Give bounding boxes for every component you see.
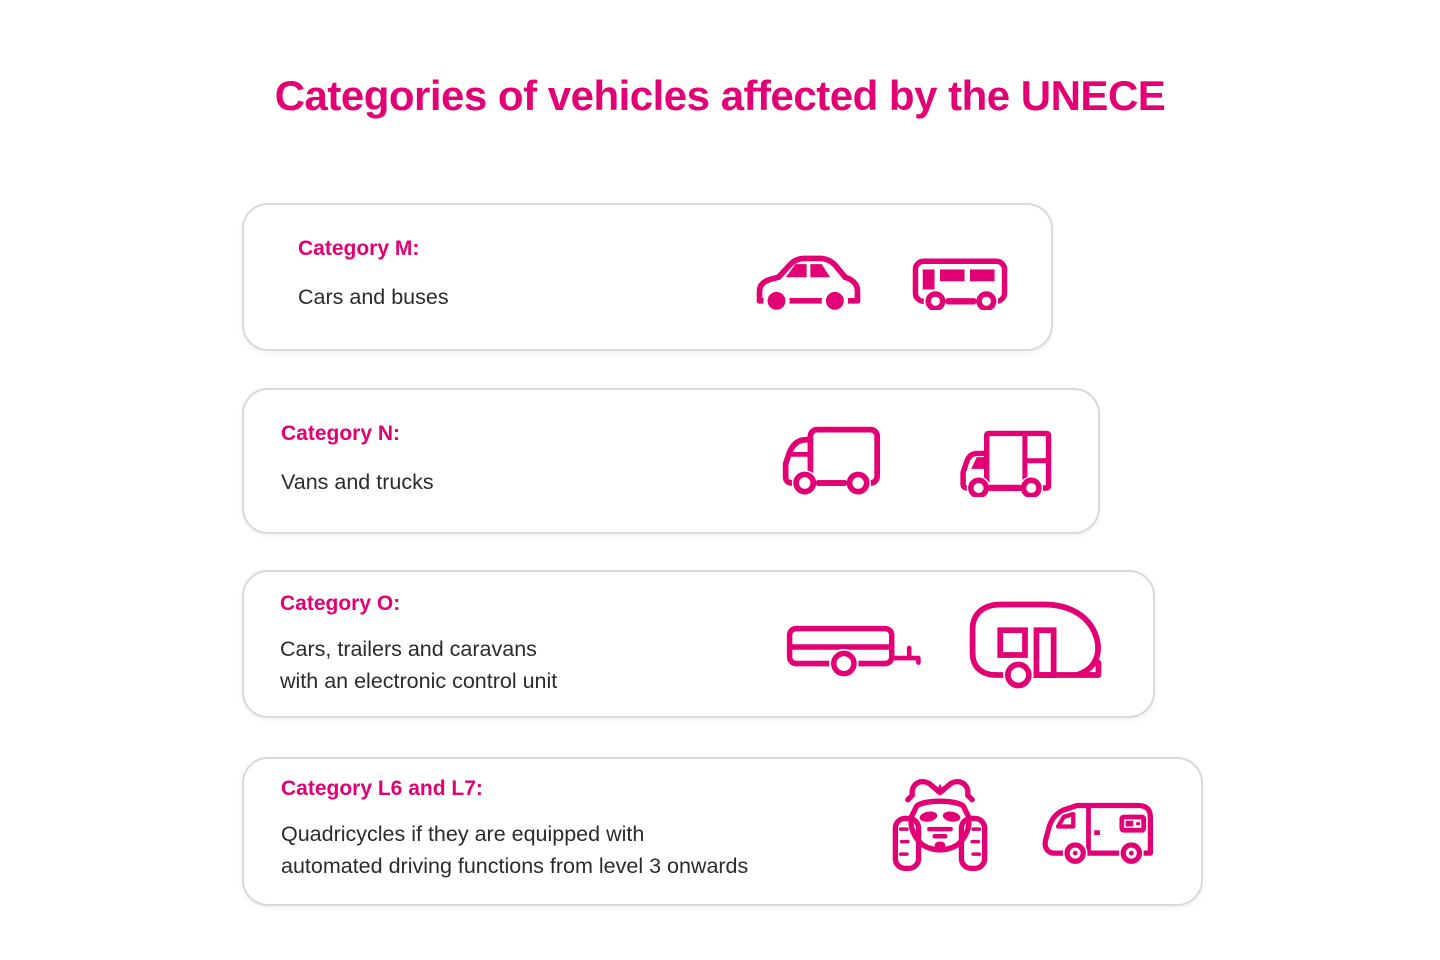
- category-card-n: [242, 388, 1100, 534]
- category-label: Category N:: [281, 422, 401, 445]
- category-label: Category O:: [280, 592, 401, 615]
- description-line: Cars and buses: [298, 285, 449, 309]
- category-label: Category M:: [298, 237, 420, 260]
- page-title: Categories of vehicles affected by the UNECE: [274, 72, 1166, 120]
- category-card-m: [242, 203, 1053, 351]
- description-line: Cars, trailers and caravans: [280, 637, 537, 661]
- category-label: Category L6 and L7:: [281, 777, 483, 800]
- car-icon: [752, 250, 865, 314]
- category-description: [298, 281, 449, 313]
- bus-icon: [910, 254, 1010, 310]
- category-description: [281, 818, 748, 882]
- category-description: [280, 633, 557, 697]
- camper-van-icon: [1039, 796, 1158, 874]
- category-card-l6-l7: [242, 757, 1203, 906]
- description-line: Vans and trucks: [281, 470, 434, 494]
- description-line: with an electronic control unit: [280, 669, 558, 693]
- description-line: Quadricycles if they are equipped with: [281, 822, 645, 846]
- van-icon: [778, 422, 881, 496]
- caravan-icon: [964, 594, 1107, 689]
- trailer-icon: [785, 624, 923, 683]
- truck-icon: [954, 428, 1054, 497]
- quad-bike-icon: [890, 772, 990, 877]
- category-card-o: [242, 570, 1155, 718]
- description-line: automated driving functions from level 3 onwards: [281, 854, 749, 878]
- category-description: [281, 466, 434, 498]
